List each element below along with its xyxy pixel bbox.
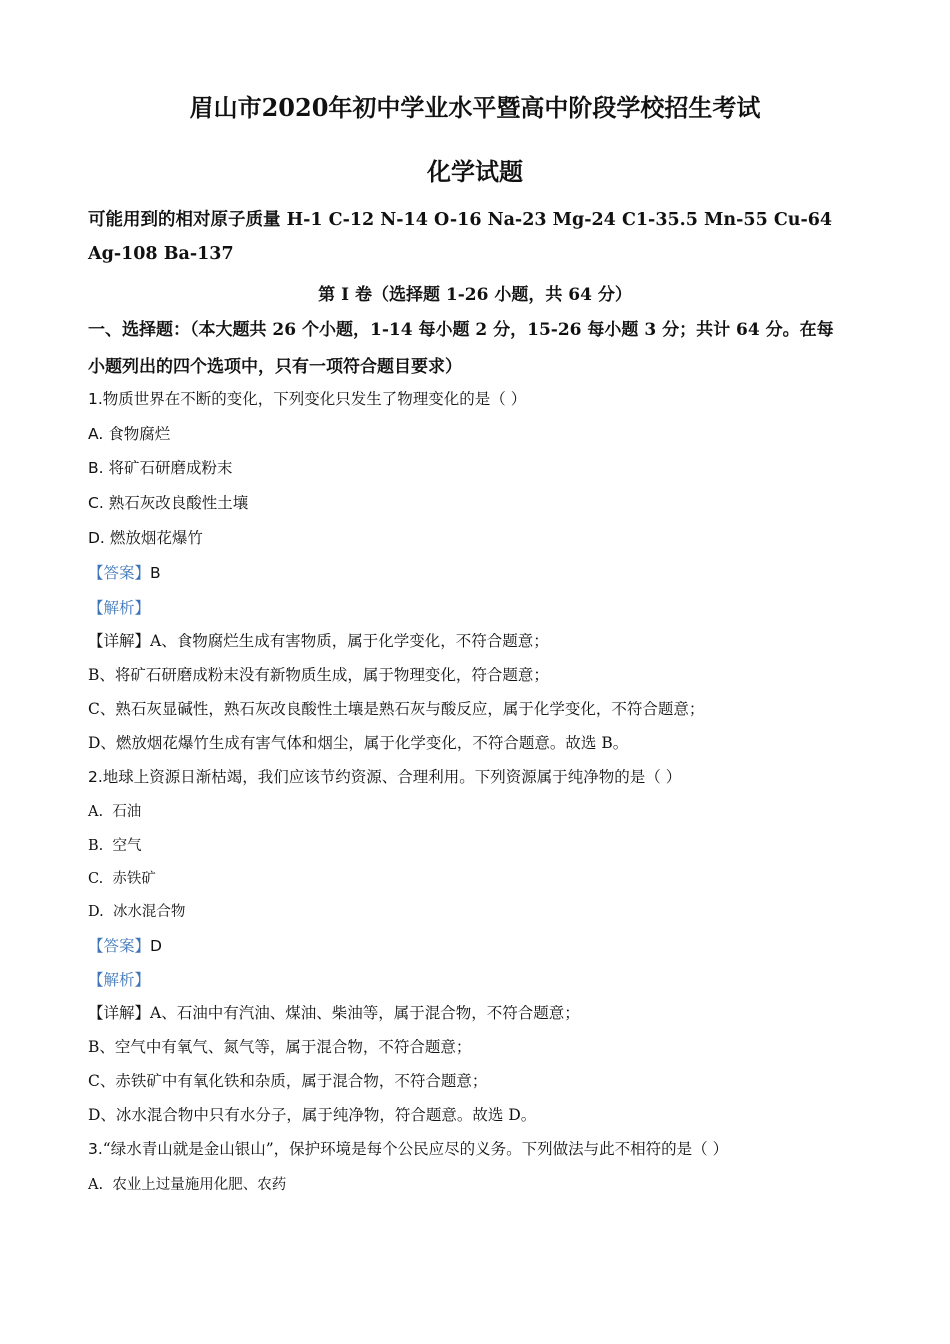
option-text: 将矿石研磨成粉末 — [108, 459, 233, 477]
q1-option-d — [88, 526, 203, 548]
q2-option-c — [88, 867, 156, 888]
q1-option-c — [88, 491, 248, 513]
detail-tag: 【详解】 — [88, 632, 151, 650]
question-text: “绿水青山就是金山银山”，保护环境是每个公民应尽的义务。下列做法与此不相符的是（ ） — [102, 1140, 729, 1158]
q1-detail-3: C、熟石灰显碱性，熟石灰改良酸性土壤是熟石灰与酸反应，属于化学变化，不符合题意； — [88, 700, 705, 718]
q2-option-a — [88, 800, 141, 821]
q1-option-a — [88, 422, 170, 444]
question-text: 物质世界在不断的变化，下列变化只发生了物理变化的是（ ） — [102, 390, 527, 408]
option-letter: A. — [88, 1177, 104, 1193]
option-text: 食物腐烂 — [108, 425, 171, 443]
option-text: 空气 — [112, 838, 142, 854]
atomic-mass-line1: 可能用到的相对原子质量 H-1 C-12 N-14 O-16 Na-23 Mg-24 C1-35.5 Mn-55 Cu-64 — [88, 210, 833, 230]
option-text: 冰水混合物 — [112, 904, 186, 920]
option-letter: A. — [88, 425, 104, 443]
question-number: 3. — [88, 1140, 103, 1158]
exam-subtitle: 化学试题 — [427, 157, 523, 186]
q1-option-b — [88, 456, 233, 478]
option-letter: C. — [88, 871, 104, 887]
q1-answer — [88, 561, 161, 583]
q1-analysis-tag: 【解析】 — [88, 599, 151, 617]
q2-detail-3: C、赤铁矿中有氧化铁和杂质，属于混合物，不符合题意； — [88, 1072, 488, 1090]
option-text: 燃放烟花爆竹 — [109, 529, 203, 547]
option-letter: D. — [88, 904, 104, 920]
q2-detail-1 — [88, 1001, 580, 1023]
part-heading: 第 I 卷（选择题 1-26 小题，共 64 分） — [318, 285, 632, 305]
question-1-stem — [88, 387, 526, 409]
option-letter: D. — [88, 529, 105, 547]
detail-tag: 【详解】 — [88, 1004, 151, 1022]
q1-detail-2: B、将矿石研磨成粉末没有新物质生成，属于物理变化，符合题意； — [88, 666, 549, 684]
option-letter: B. — [88, 838, 104, 854]
answer-value: D — [150, 937, 162, 955]
section-heading-line2: 小题列出的四个选项中，只有一项符合题目要求） — [88, 357, 462, 377]
q2-option-b — [88, 834, 141, 855]
q3-option-a — [88, 1173, 286, 1194]
question-number: 1. — [88, 390, 103, 408]
exam-title: 眉山市2020年初中学业水平暨高中阶段学校招生考试 — [189, 93, 761, 122]
question-3-stem — [88, 1137, 728, 1159]
q2-option-d — [88, 900, 185, 921]
q1-detail-4: D、燃放烟花爆竹生成有害气体和烟尘，属于化学变化，不符合题意。故选 B。 — [88, 734, 629, 752]
q2-detail-4: D、冰水混合物中只有水分子，属于纯净物，符合题意。故选 D。 — [88, 1106, 537, 1124]
q1-detail-1 — [88, 629, 549, 651]
question-number: 2. — [88, 768, 103, 786]
question-text: 地球上资源日渐枯竭，我们应该节约资源、合理利用。下列资源属于纯净物的是（ ） — [102, 768, 682, 786]
option-letter: B. — [88, 459, 104, 477]
q2-analysis-tag: 【解析】 — [88, 971, 151, 989]
option-letter: A. — [88, 804, 104, 820]
option-letter: C. — [88, 494, 104, 512]
detail-text: A、食物腐烂生成有害物质，属于化学变化，不符合题意； — [150, 632, 549, 650]
q2-detail-2: B、空气中有氧气、氮气等，属于混合物，不符合题意； — [88, 1038, 472, 1056]
option-text: 农业上过量施用化肥、农药 — [112, 1177, 287, 1193]
atomic-mass-line2: Ag-108 Ba-137 — [88, 244, 234, 264]
answer-tag: 【答案】 — [88, 937, 151, 955]
section-heading-line1: 一、选择题：（本大题共 26 个小题，1-14 每小题 2 分，15-26 每小题 3 分；共计 64 分。在每 — [88, 320, 834, 340]
detail-text: A、石油中有汽油、煤油、柴油等，属于混合物，不符合题意； — [150, 1004, 580, 1022]
option-text: 熟石灰改良酸性土壤 — [108, 494, 249, 512]
question-2-stem — [88, 765, 681, 787]
q2-answer — [88, 934, 162, 956]
option-text: 赤铁矿 — [112, 871, 156, 887]
option-text: 石油 — [112, 804, 142, 820]
answer-value: B — [150, 564, 161, 582]
answer-tag: 【答案】 — [88, 564, 151, 582]
